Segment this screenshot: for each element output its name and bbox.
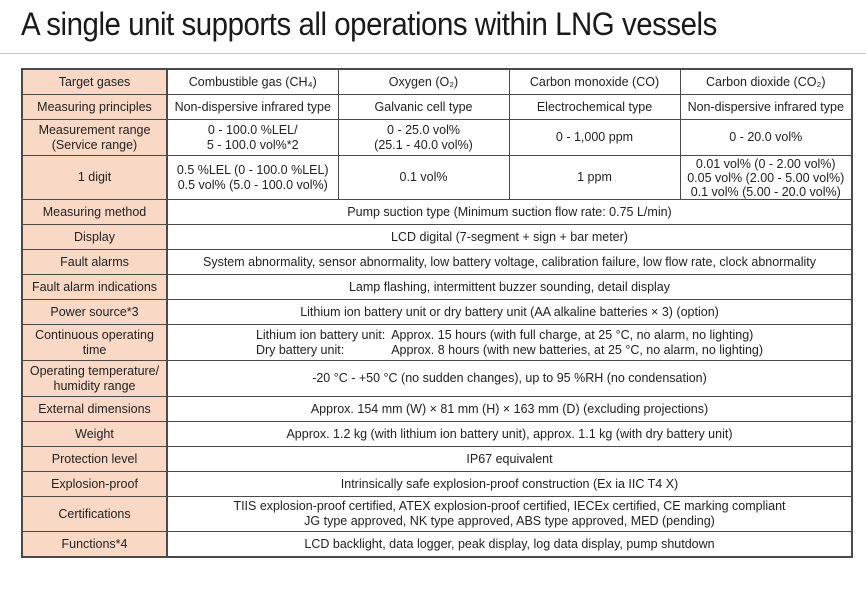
table-row xyxy=(22,300,852,325)
row-header-functions: Functions*4 xyxy=(22,532,167,558)
cell-gas-co2: Carbon dioxide (CO₂) xyxy=(680,69,852,95)
table-row xyxy=(22,120,852,156)
cell-principle-oxygen: Galvanic cell type xyxy=(338,95,509,120)
dry-battery-value: Approx. 8 hours (with new batteries, at 25 °C, no alarm, no lighting) xyxy=(391,342,764,357)
row-header-temperature xyxy=(22,361,167,397)
table-row xyxy=(22,422,852,447)
digit-co2-line3: 0.1 vol% (5.00 - 20.0 vol%) xyxy=(690,184,841,199)
cell-range-co2: 0 - 20.0 vol% xyxy=(680,120,852,156)
temperature-label-line2: humidity range xyxy=(53,378,136,393)
spec-table xyxy=(21,68,853,558)
range-combustible-line2: 5 - 100.0 vol%*2 xyxy=(206,137,299,152)
cell-gas-co: Carbon monoxide (CO) xyxy=(509,69,680,95)
cell-range-oxygen xyxy=(338,120,509,156)
table-row xyxy=(22,397,852,422)
cell-protection: IP67 equivalent xyxy=(167,447,852,472)
cell-method: Pump suction type (Minimum suction flow rate: 0.75 L/min) xyxy=(167,200,852,225)
table-row xyxy=(22,95,852,120)
cell-range-combustible xyxy=(167,120,338,156)
row-header-display: Display xyxy=(22,225,167,250)
cell-power: Lithium ion battery unit or dry battery unit (AA alkaline batteries × 3) (option) xyxy=(167,300,852,325)
cell-digit-oxygen: 0.1 vol% xyxy=(338,156,509,200)
row-header-operating-time xyxy=(22,325,167,361)
lithium-battery-value: Approx. 15 hours (with full charge, at 25 °C, no alarm, no lighting) xyxy=(391,327,754,342)
cell-range-co: 0 - 1,000 ppm xyxy=(509,120,680,156)
table-row xyxy=(22,361,852,397)
table-row xyxy=(22,325,852,361)
cell-digit-co2 xyxy=(680,156,852,200)
range-label-line1: Measurement range xyxy=(38,122,151,137)
cell-fault-indications: Lamp flashing, intermittent buzzer sounding, detail display xyxy=(167,275,852,300)
cell-principle-co: Electrochemical type xyxy=(509,95,680,120)
table-row xyxy=(22,275,852,300)
table-row xyxy=(22,250,852,275)
range-oxygen-line2: (25.1 - 40.0 vol%) xyxy=(374,137,473,152)
certifications-line2: JG type approved, NK type approved, ABS type approved, MED (pending) xyxy=(304,514,715,528)
digit-combustible-line1: 0.5 %LEL (0 - 100.0 %LEL) xyxy=(176,162,329,177)
row-header-fault-indications: Fault alarm indications xyxy=(22,275,167,300)
row-header-principles: Measuring principles xyxy=(22,95,167,120)
range-oxygen-line1: 0 - 25.0 vol% xyxy=(387,122,460,137)
table-row xyxy=(22,497,852,532)
table-row xyxy=(22,69,852,95)
table-row xyxy=(22,156,852,200)
temperature-label-line1: Operating temperature/ xyxy=(29,363,160,378)
cell-principle-co2: Non-dispersive infrared type xyxy=(680,95,852,120)
cell-dimensions: Approx. 154 mm (W) × 81 mm (H) × 163 mm (D) (excluding projections) xyxy=(167,397,852,422)
range-label-line2: (Service range) xyxy=(51,137,138,152)
cell-digit-combustible xyxy=(167,156,338,200)
row-header-method: Measuring method xyxy=(22,200,167,225)
cell-principle-combustible: Non-dispersive infrared type xyxy=(167,95,338,120)
table-row xyxy=(22,532,852,558)
title-divider xyxy=(0,53,866,54)
digit-co2-line1: 0.01 vol% (0 - 2.00 vol%) xyxy=(695,156,836,171)
table-row xyxy=(22,447,852,472)
table-row xyxy=(22,472,852,497)
row-header-certifications: Certifications xyxy=(22,497,167,532)
cell-explosion: Intrinsically safe explosion-proof construction (Ex ia IIC T4 X) xyxy=(167,472,852,497)
operating-time-label-line1: Continuous operating xyxy=(35,327,154,342)
lithium-battery-label: Lithium ion battery unit: xyxy=(255,327,386,342)
row-header-protection: Protection level xyxy=(22,447,167,472)
row-header-fault-alarms: Fault alarms xyxy=(22,250,167,275)
dry-battery-label: Dry battery unit: xyxy=(255,342,345,357)
cell-functions: LCD backlight, data logger, peak display, log data display, pump shutdown xyxy=(167,532,852,558)
row-header-target-gases: Target gases xyxy=(22,69,167,95)
row-header-digit: 1 digit xyxy=(22,156,167,200)
digit-combustible-line2: 0.5 vol% (5.0 - 100.0 vol%) xyxy=(177,177,328,192)
row-header-power: Power source*3 xyxy=(22,300,167,325)
cell-digit-co: 1 ppm xyxy=(509,156,680,200)
page-title: A single unit supports all operations within LNG vessels xyxy=(21,6,717,42)
row-header-explosion: Explosion-proof xyxy=(22,472,167,497)
row-header-range xyxy=(22,120,167,156)
cell-gas-combustible: Combustible gas (CH₄) xyxy=(167,69,338,95)
row-header-weight: Weight xyxy=(22,422,167,447)
cell-gas-oxygen: Oxygen (O₂) xyxy=(338,69,509,95)
cell-operating-time xyxy=(167,325,852,361)
cell-fault-alarms: System abnormality, sensor abnormality, low battery voltage, calibration failure, low flow rate, clock abnormality xyxy=(167,250,852,275)
operating-time-grid xyxy=(256,328,763,358)
cell-weight: Approx. 1.2 kg (with lithium ion battery unit), approx. 1.1 kg (with dry battery unit) xyxy=(167,422,852,447)
table-row xyxy=(22,200,852,225)
digit-co2-line2: 0.05 vol% (2.00 - 5.00 vol%) xyxy=(687,170,845,185)
range-combustible-line1: 0 - 100.0 %LEL/ xyxy=(207,122,298,137)
cell-temperature: -20 °C - +50 °C (no sudden changes), up to 95 %RH (no condensation) xyxy=(167,361,852,397)
cell-display: LCD digital (7-segment + sign + bar meter) xyxy=(167,225,852,250)
row-header-dimensions: External dimensions xyxy=(22,397,167,422)
cell-certifications xyxy=(167,497,852,532)
table-row xyxy=(22,225,852,250)
certifications-line1: TIIS explosion-proof certified, ATEX explosion-proof certified, IECEx certified, CE marking compliant xyxy=(233,499,786,513)
operating-time-label-line2: time xyxy=(82,342,107,357)
